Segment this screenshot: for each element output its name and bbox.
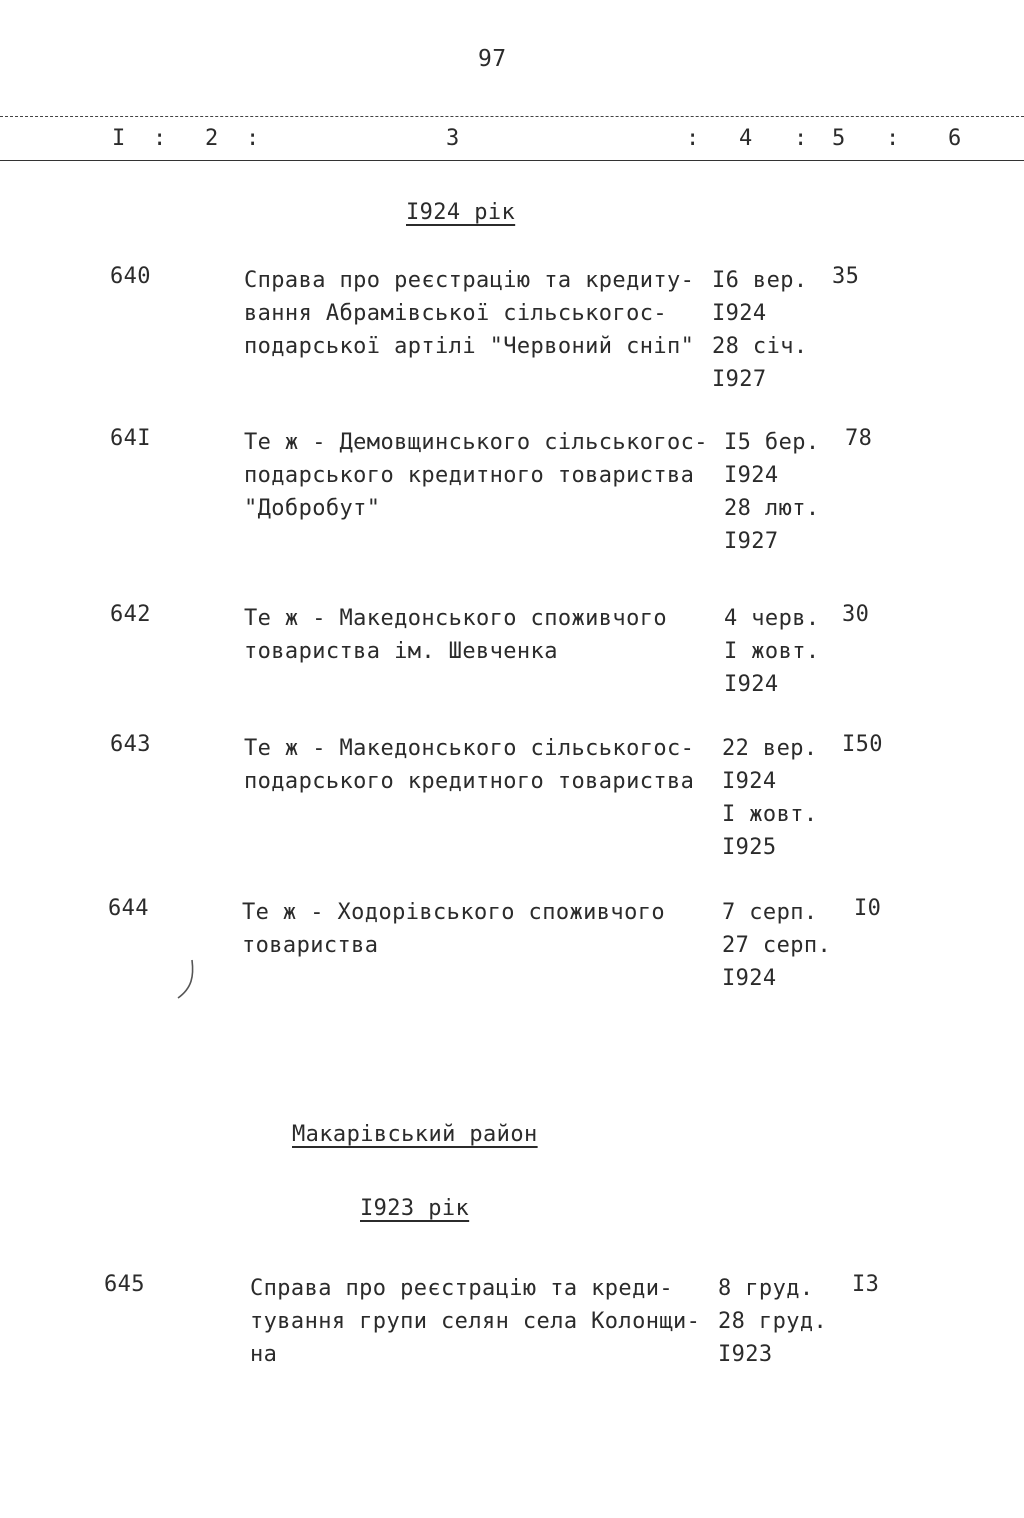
date-line: I5 бер. <box>724 430 820 455</box>
title-line: подарського кредитного товариства <box>244 769 695 794</box>
title-line: вання Абрамівської сільськогос- <box>244 301 667 326</box>
title-line: "Добробут" <box>244 496 381 521</box>
title-line: Справа про реєстрацію та кредиту- <box>244 268 695 293</box>
title-line: Те ж - Демовщинського сільськогос- <box>244 430 708 455</box>
entry-number: 640 <box>110 264 151 289</box>
entry-dates <box>722 896 831 995</box>
entry-dates <box>724 602 820 701</box>
header-col-4: 4 <box>739 126 753 151</box>
entry-dates <box>722 732 818 864</box>
entry-number: 64I <box>110 426 151 451</box>
date-line: I6 вер. <box>712 268 808 293</box>
entry-number: 643 <box>110 732 151 757</box>
pencil-mark-icon <box>174 958 204 1008</box>
page-number: 97 <box>478 46 507 72</box>
entry-sheets: 30 <box>842 602 870 627</box>
date-line: 4 черв. <box>724 606 820 631</box>
entry-title <box>244 264 694 363</box>
date-line: I жовт. <box>724 639 820 664</box>
date-line: 22 вер. <box>722 736 818 761</box>
entry-dates <box>718 1272 827 1371</box>
date-line: I927 <box>712 367 767 392</box>
date-line: I927 <box>724 529 779 554</box>
header-col-2: 2 <box>205 126 219 151</box>
entry-sheets: I3 <box>852 1272 880 1297</box>
date-line: I925 <box>722 835 777 860</box>
date-line: I924 <box>722 769 777 794</box>
entry-title <box>242 896 665 962</box>
date-line: I924 <box>724 463 779 488</box>
entry-dates <box>712 264 808 396</box>
entry-sheets: 78 <box>845 426 873 451</box>
title-line: подарського кредитного товариства <box>244 463 695 488</box>
date-line: I924 <box>712 301 767 326</box>
date-line: I923 <box>718 1342 773 1367</box>
entry-number: 644 <box>108 896 149 921</box>
title-line: тування групи селян села Колонщи- <box>250 1309 701 1334</box>
title-line: товариства ім. Шевченка <box>244 639 558 664</box>
header-col-1: I <box>112 126 126 151</box>
header-sep: : <box>886 126 900 151</box>
header-sep: : <box>153 126 167 151</box>
date-line: 7 серп. <box>722 900 818 925</box>
header-col-5: 5 <box>832 126 846 151</box>
title-line: подарської артілі "Червоний сніп" <box>244 334 695 359</box>
section-year-heading: I923 рік <box>360 1196 470 1221</box>
entry-sheets: 35 <box>832 264 860 289</box>
header-sep: : <box>794 126 808 151</box>
date-line: 8 груд. <box>718 1276 814 1301</box>
header-col-3: 3 <box>446 126 460 151</box>
entry-number: 645 <box>104 1272 145 1297</box>
entry-title <box>244 426 708 525</box>
date-line: 28 лют. <box>724 496 820 521</box>
header-col-6: 6 <box>948 126 962 151</box>
date-line: 28 січ. <box>712 334 808 359</box>
header-sep: : <box>686 126 700 151</box>
title-line: Те ж - Македонського споживчого <box>244 606 667 631</box>
date-line: I924 <box>722 966 777 991</box>
title-line: товариства <box>242 933 379 958</box>
header-sep: : <box>246 126 260 151</box>
title-line: Те ж - Ходорівського споживчого <box>242 900 665 925</box>
date-line: I924 <box>724 672 779 697</box>
header-top-rule <box>0 116 1024 117</box>
date-line: 27 серп. <box>722 933 832 958</box>
entry-sheets: I0 <box>854 896 882 921</box>
district-heading: Макарівський район <box>292 1122 538 1147</box>
entry-dates <box>724 426 820 558</box>
title-line: на <box>250 1342 278 1367</box>
entry-title <box>244 602 667 668</box>
title-line: Те ж - Македонського сільськогос- <box>244 736 695 761</box>
entry-sheets: I50 <box>842 732 883 757</box>
header-bottom-rule <box>0 160 1024 161</box>
entry-title <box>244 732 694 798</box>
date-line: 28 груд. <box>718 1309 828 1334</box>
date-line: I жовт. <box>722 802 818 827</box>
section-year-heading: I924 рік <box>406 200 516 225</box>
title-line: Справа про реєстрацію та креди- <box>250 1276 673 1301</box>
entry-number: 642 <box>110 602 151 627</box>
entry-title <box>250 1272 700 1371</box>
